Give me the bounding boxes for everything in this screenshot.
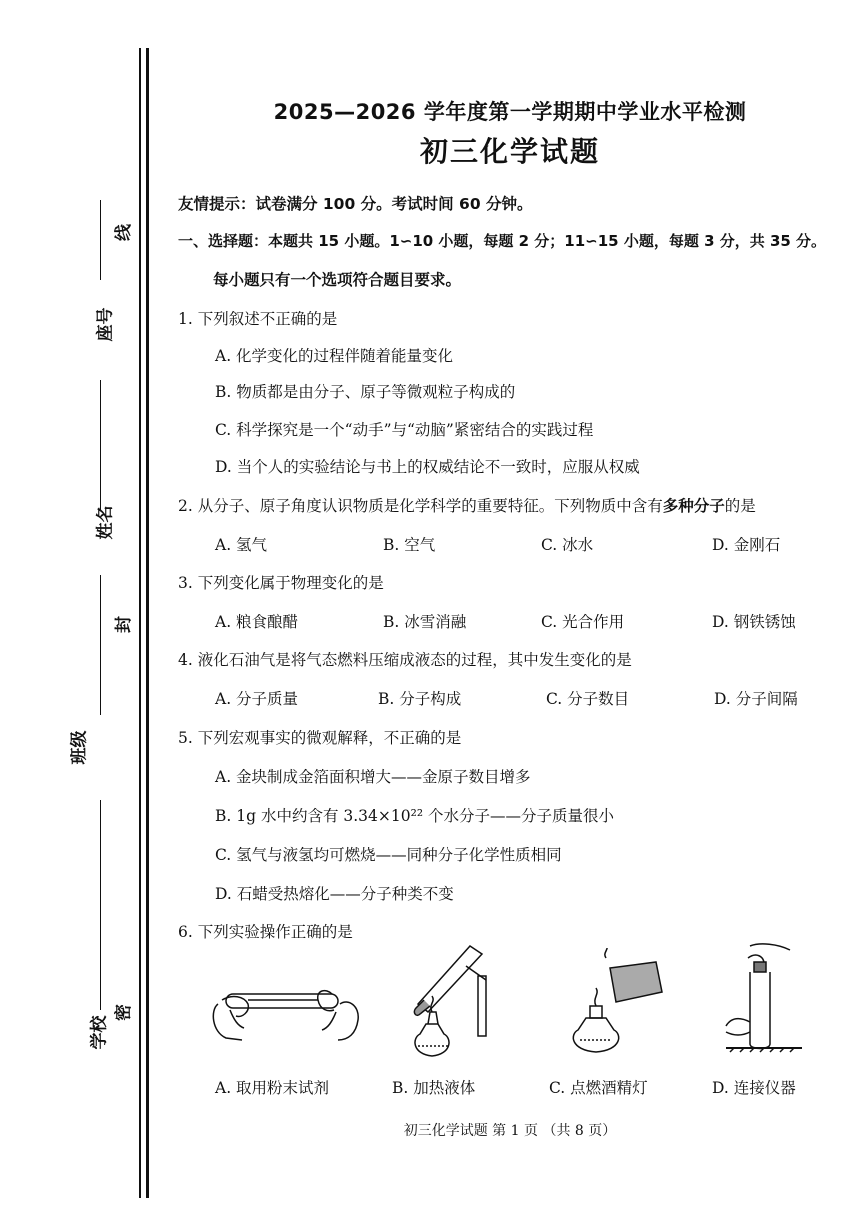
seat-field-line — [100, 200, 101, 280]
q3-option-a: A. 粮食酿醋 — [215, 613, 299, 631]
q2-stem — [178, 494, 756, 516]
q6-option-b: B. 加热液体 — [392, 1079, 476, 1097]
q5-option-a: A. 金块制成金箔面积增大——金原子数目增多 — [215, 768, 531, 786]
light-alcohol-lamp-illustration — [566, 948, 676, 1058]
q6-option-c: C. 点燃酒精灯 — [549, 1079, 648, 1097]
q1-option-c: C. 科学探究是一个“动手”与“动脑”紧密结合的实践过程 — [215, 421, 594, 439]
q5-option-b: B. 1g 水中约含有 3.34×10²² 个水分子——分子质量很小 — [215, 807, 614, 825]
q1-option-b: B. 物质都是由分子、原子等微观粒子构成的 — [215, 383, 516, 401]
q4-option-d: D. 分子间隔 — [714, 690, 798, 708]
q2-option-c: C. 冰水 — [541, 536, 594, 554]
q2-stem-text: 2. 从分子、原子角度认识物质是化学科学的重要特征。下列物质中含有 — [178, 497, 663, 515]
q6-stem: 6. 下列实验操作正确的是 — [178, 923, 353, 941]
q6-option-a: A. 取用粉末试剂 — [215, 1079, 330, 1097]
binding-line — [139, 48, 141, 1198]
q3-option-c: C. 光合作用 — [541, 613, 625, 631]
q4-option-c: C. 分子数目 — [546, 690, 630, 708]
seal-char-secret: 密 — [114, 1004, 134, 1021]
q1-stem: 1. 下列叙述不正确的是 — [178, 310, 338, 328]
binding-line-thick — [146, 48, 149, 1198]
q3-option-b: B. 冰雪消融 — [383, 613, 467, 631]
school-label: 学校 — [89, 1015, 110, 1050]
q4-stem: 4. 液化石油气是将气态燃料压缩成液态的过程，其中发生变化的是 — [178, 651, 632, 669]
exam-subtitle: 初三化学试题 — [419, 135, 600, 168]
q6-option-d: D. 连接仪器 — [712, 1079, 796, 1097]
powder-reagent-illustration — [208, 980, 368, 1050]
section-note: 每小题只有一个选项符合题目要求。 — [213, 271, 462, 289]
q2-option-a: A. 氢气 — [215, 536, 268, 554]
q2-stem-emphasis: 多种分子 — [662, 497, 725, 515]
class-label: 班级 — [69, 730, 90, 765]
q1-option-d: D. 当个人的实验结论与书上的权威结论不一致时，应服从权威 — [215, 458, 640, 476]
q3-option-d: D. 钢铁锈蚀 — [712, 613, 796, 631]
page-footer: 初三化学试题 第 1 页 （共 8 页） — [403, 1123, 617, 1139]
heating-liquid-illustration — [408, 942, 498, 1062]
q5-option-c: C. 氢气与液氢均可燃烧——同种分子化学性质相同 — [215, 846, 562, 864]
seat-label: 座号 — [95, 307, 116, 342]
q5-stem: 5. 下列宏观事实的微观解释，不正确的是 — [178, 729, 462, 747]
name-field-line — [100, 380, 101, 510]
notice-text: 友情提示：试卷满分 100 分。考试时间 60 分钟。 — [178, 195, 533, 213]
seal-char-line: 线 — [114, 224, 134, 241]
seal-char-seal: 封 — [114, 616, 134, 633]
name-label: 姓名 — [95, 505, 116, 540]
connect-instruments-illustration — [720, 940, 810, 1060]
class-field-line — [100, 575, 101, 715]
q5-option-d: D. 石蜡受热熔化——分子种类不变 — [215, 885, 454, 903]
q2-stem-end: 的是 — [724, 497, 756, 515]
q1-option-a: A. 化学变化的过程伴随着能量变化 — [215, 347, 454, 365]
q4-option-a: A. 分子质量 — [215, 690, 299, 708]
q2-option-b: B. 空气 — [383, 536, 436, 554]
q3-stem: 3. 下列变化属于物理变化的是 — [178, 574, 384, 592]
q2-option-d: D. 金刚石 — [712, 536, 781, 554]
school-field-line — [100, 800, 101, 1010]
exam-title: 2025—2026 学年度第一学期期中学业水平检测 — [273, 100, 747, 124]
section-heading: 一、选择题：本题共 15 小题。1∽10 小题，每题 2 分；11∽15 小题，每题 3 分，共 35 分。 — [178, 232, 827, 250]
q4-option-b: B. 分子构成 — [378, 690, 462, 708]
